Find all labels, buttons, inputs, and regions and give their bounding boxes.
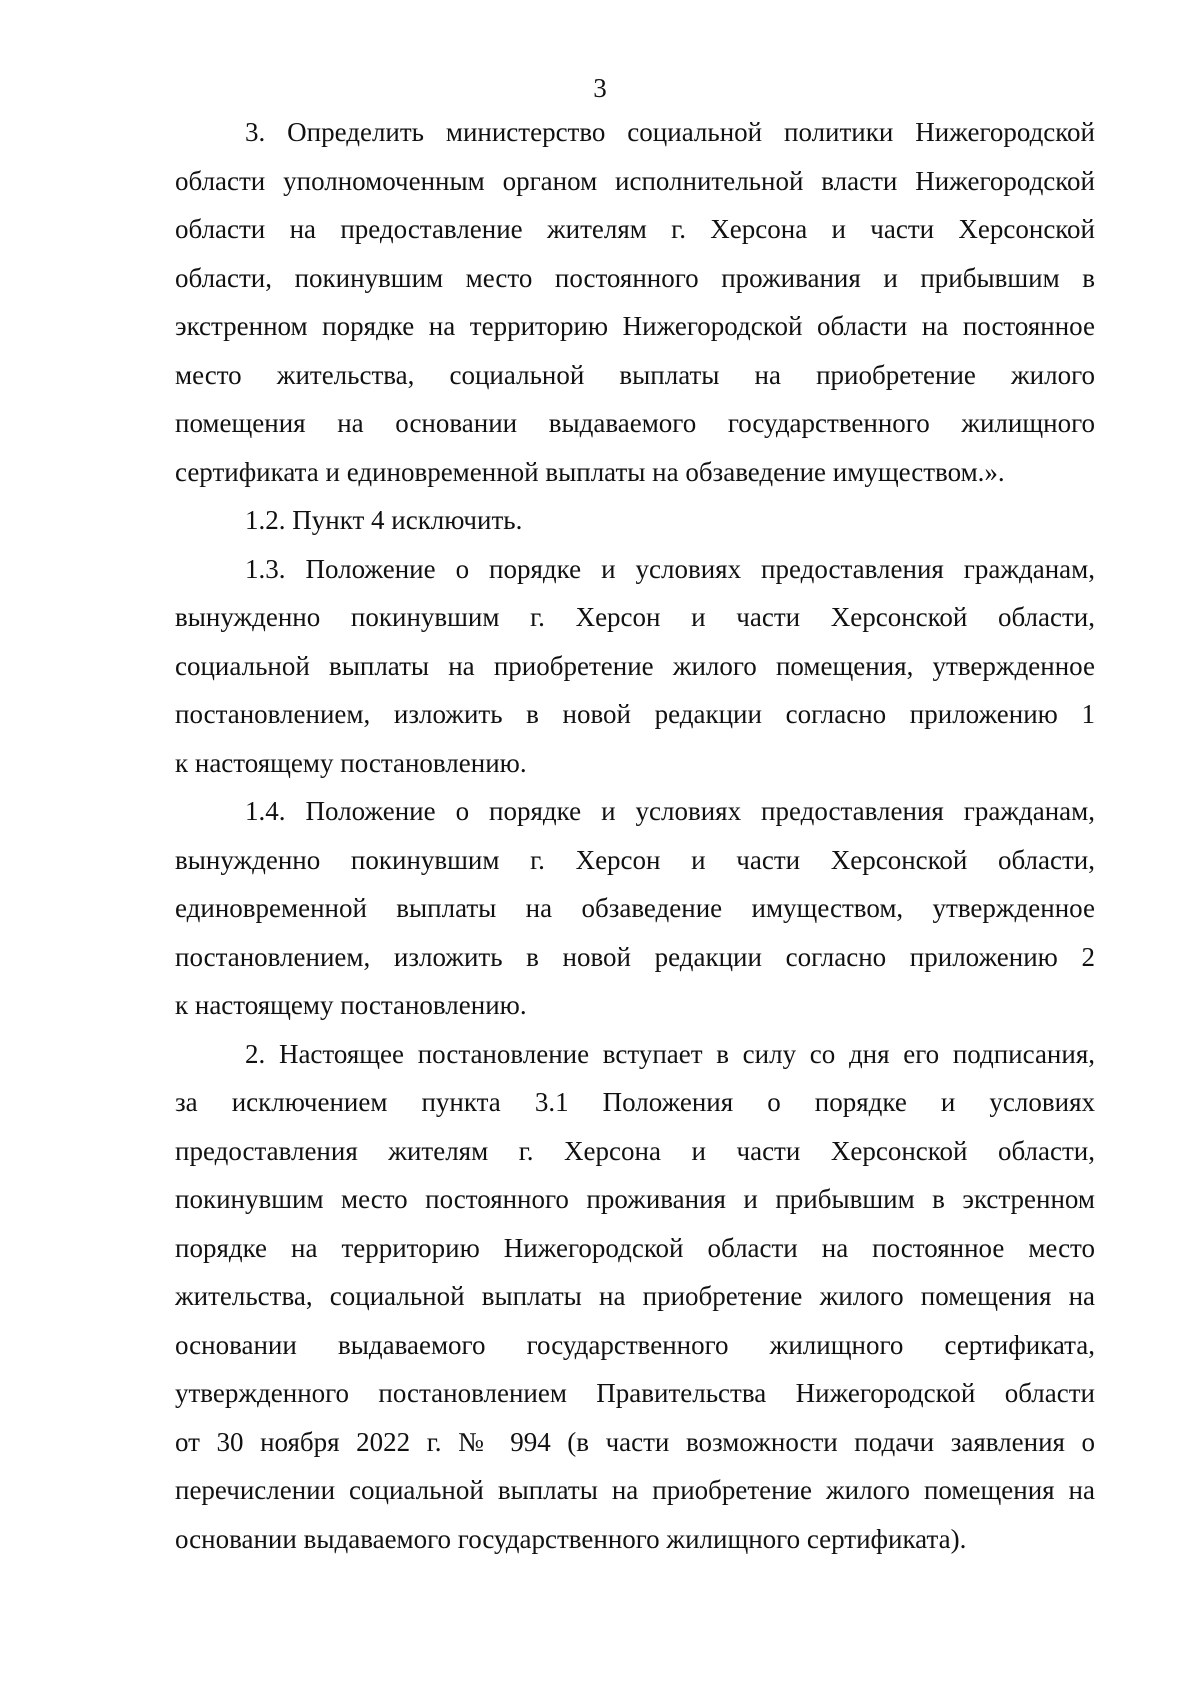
text-line: единовременной выплаты на обзаведение имуществом, утвержденное (175, 893, 1095, 923)
text-line: постановлением, изложить в новой редакции согласно приложению 1 (175, 699, 1095, 729)
document-body (175, 108, 1095, 1563)
paragraph-item-1-2 (175, 496, 1095, 545)
text-line: жительства, социальной выплаты на приобретение жилого помещения на (175, 1281, 1095, 1311)
text-line: за исключением пункта 3.1 Положения о порядке и условиях (175, 1087, 1095, 1117)
text-line: области на предоставление жителям г. Херсона и части Херсонской (175, 214, 1095, 244)
text-line: к настоящему постановлению. (175, 747, 527, 778)
text-line: помещения на основании выдаваемого государственного жилищного (175, 408, 1095, 438)
text-line: основании выдаваемого государственного жилищного сертификата, (175, 1329, 1095, 1360)
paragraph-item-3 (175, 108, 1095, 496)
text-line: 3. Определить министерство социальной политики Нижегородской (245, 117, 1095, 147)
text-line: утвержденного постановлением Правительства Нижегородской области (175, 1378, 1095, 1408)
text-line: сертификата и единовременной выплаты на обзаведение имуществом.». (175, 456, 1005, 487)
text-line: основании выдаваемого государственного жилищного сертификата). (175, 1523, 967, 1554)
text-line: области, покинувшим место постоянного проживания и прибывшим в (175, 262, 1095, 293)
text-line: 1.2. Пункт 4 исключить. (245, 505, 523, 535)
text-line: к настоящему постановлению. (175, 990, 527, 1020)
page-number: 3 (593, 73, 607, 103)
text-line: 1.3. Положение о порядке и условиях предоставления гражданам, (245, 553, 1095, 584)
text-line: от 30 ноября 2022 г. № 994 (в части возможности подачи заявления о (175, 1426, 1095, 1457)
text-line: порядке на территорию Нижегородской области на постоянное место (175, 1232, 1095, 1263)
text-line: перечислении социальной выплаты на приобретение жилого помещения на (175, 1475, 1095, 1505)
text-line: вынужденно покинувшим г. Херсон и части Херсонской области, (175, 602, 1095, 632)
text-line: место жительства, социальной выплаты на приобретение жилого (175, 359, 1095, 390)
text-line: экстренном порядке на территорию Нижегородской области на постоянное (175, 311, 1095, 341)
text-line: 1.4. Положение о порядке и условиях предоставления гражданам, (245, 796, 1095, 826)
text-line: предоставления жителям г. Херсона и части Херсонской области, (175, 1135, 1095, 1166)
text-line: покинувшим место постоянного проживания и прибывшим в экстренном (175, 1184, 1095, 1214)
text-line: постановлением, изложить в новой редакции согласно приложению 2 (175, 941, 1095, 972)
text-line: 2. Настоящее постановление вступает в силу со дня его подписания, (245, 1038, 1095, 1069)
text-line: социальной выплаты на приобретение жилого помещения, утвержденное (175, 650, 1095, 681)
text-line: области уполномоченным органом исполнительной власти Нижегородской (175, 165, 1095, 196)
text-line: вынужденно покинувшим г. Херсон и части Херсонской области, (175, 844, 1095, 875)
paragraph-item-1-4 (175, 787, 1095, 1030)
paragraph-item-1-3 (175, 545, 1095, 788)
paragraph-item-2 (175, 1030, 1095, 1564)
